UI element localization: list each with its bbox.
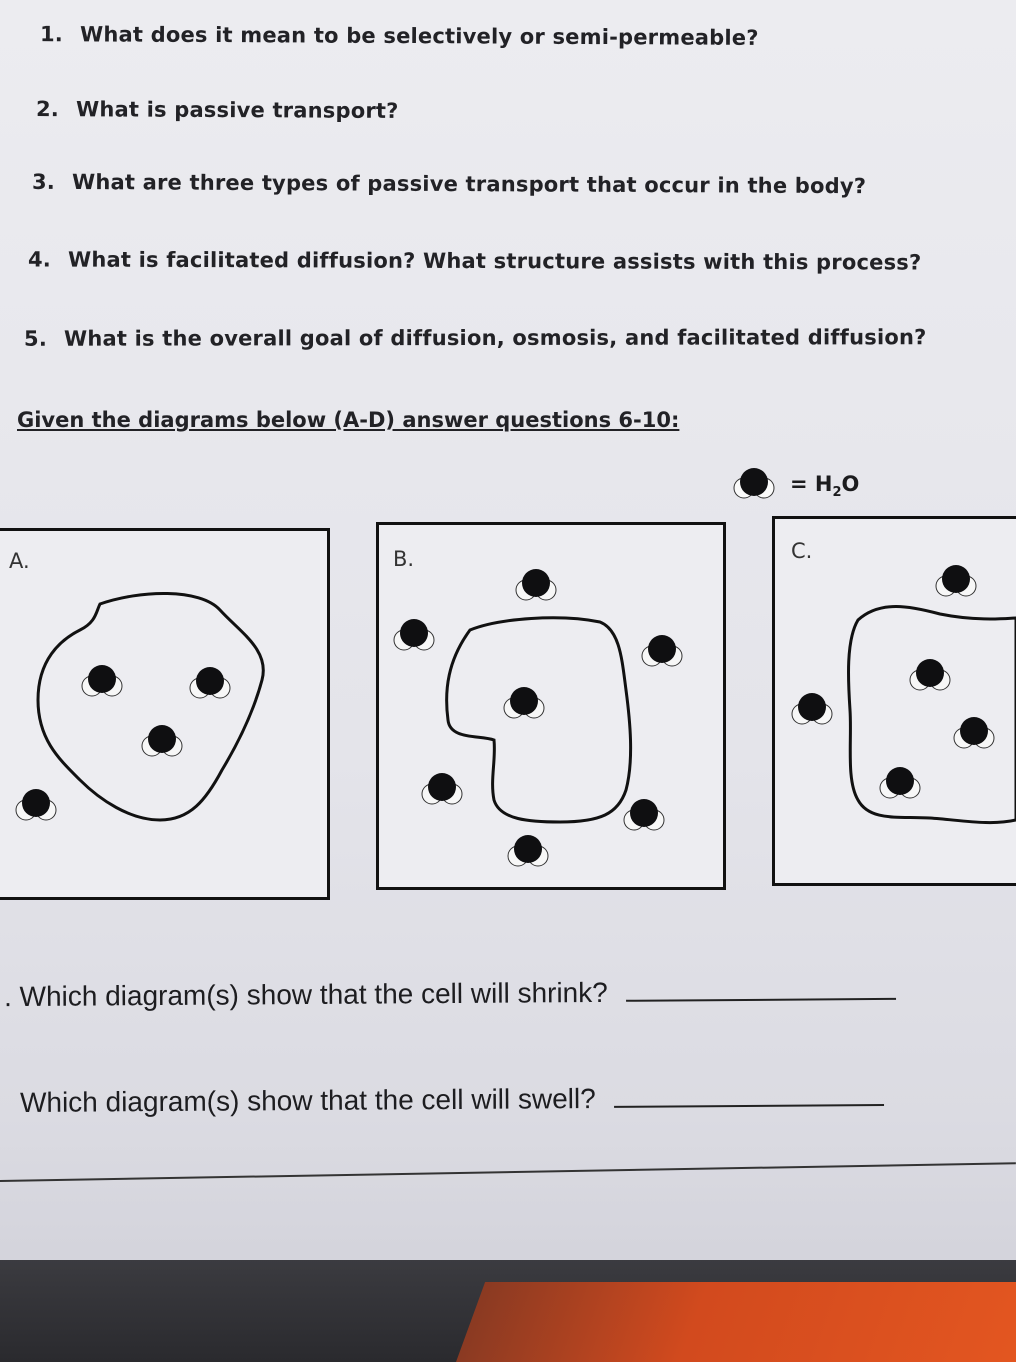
orange-object bbox=[456, 1282, 1016, 1362]
water-molecule-icon bbox=[422, 773, 462, 804]
cell-membrane-a bbox=[38, 593, 263, 820]
question-number: 3. bbox=[31, 169, 56, 194]
diagrams-heading: Given the diagrams below (A-D) answer questions 6-10: bbox=[17, 408, 680, 432]
question-text: What are three types of passive transport that occur in the body? bbox=[71, 170, 867, 199]
water-molecule-icon bbox=[508, 835, 548, 866]
water-molecule-icon bbox=[142, 725, 182, 756]
answer-blank-shrink[interactable] bbox=[625, 978, 895, 1002]
water-molecule-icon bbox=[880, 767, 920, 798]
cell-membrane-b bbox=[447, 618, 631, 822]
water-molecule-icon bbox=[504, 687, 544, 718]
water-molecule-icon bbox=[16, 789, 56, 820]
legend-label: = $H_2O$ bbox=[790, 472, 860, 501]
question-swell bbox=[20, 1081, 884, 1119]
question-number: 5. bbox=[23, 326, 48, 351]
diagram-b-label: B. bbox=[393, 547, 415, 571]
answer-blank-swell[interactable] bbox=[613, 1084, 883, 1108]
water-molecule-icon bbox=[936, 565, 976, 596]
water-molecule-icon bbox=[910, 659, 950, 690]
water-molecule-icon bbox=[82, 665, 122, 696]
water-molecule-icon bbox=[516, 569, 556, 600]
diagram-c-label: C. bbox=[791, 539, 813, 563]
question-text: What does it mean to be selectively or semi-permeable? bbox=[79, 22, 759, 50]
water-molecule-icon bbox=[624, 799, 664, 830]
water-molecule-icon bbox=[394, 619, 434, 650]
question-shrink bbox=[4, 975, 896, 1013]
water-molecule-icon bbox=[642, 635, 682, 666]
diagram-a-label: A. bbox=[9, 549, 30, 573]
question-number: 4. bbox=[27, 247, 52, 272]
cell-membrane-c bbox=[848, 607, 1016, 823]
question-number: 1. bbox=[39, 22, 64, 47]
water-molecule-icon bbox=[190, 667, 230, 698]
question-prefix: . bbox=[3, 981, 12, 1013]
question-number: 2. bbox=[35, 97, 60, 122]
question-text: What is facilitated diffusion? What structure assists with this process? bbox=[67, 247, 922, 275]
water-molecule-icon bbox=[792, 693, 832, 724]
question-text: Which diagram(s) show that the cell will swell? bbox=[19, 1082, 596, 1119]
water-molecule-icon bbox=[954, 717, 994, 748]
question-text: What is the overall goal of diffusion, osmosis, and facilitated diffusion? bbox=[63, 325, 927, 351]
question-text: Which diagram(s) show that the cell will shrink? bbox=[19, 976, 608, 1013]
question-text: What is passive transport? bbox=[75, 97, 399, 123]
